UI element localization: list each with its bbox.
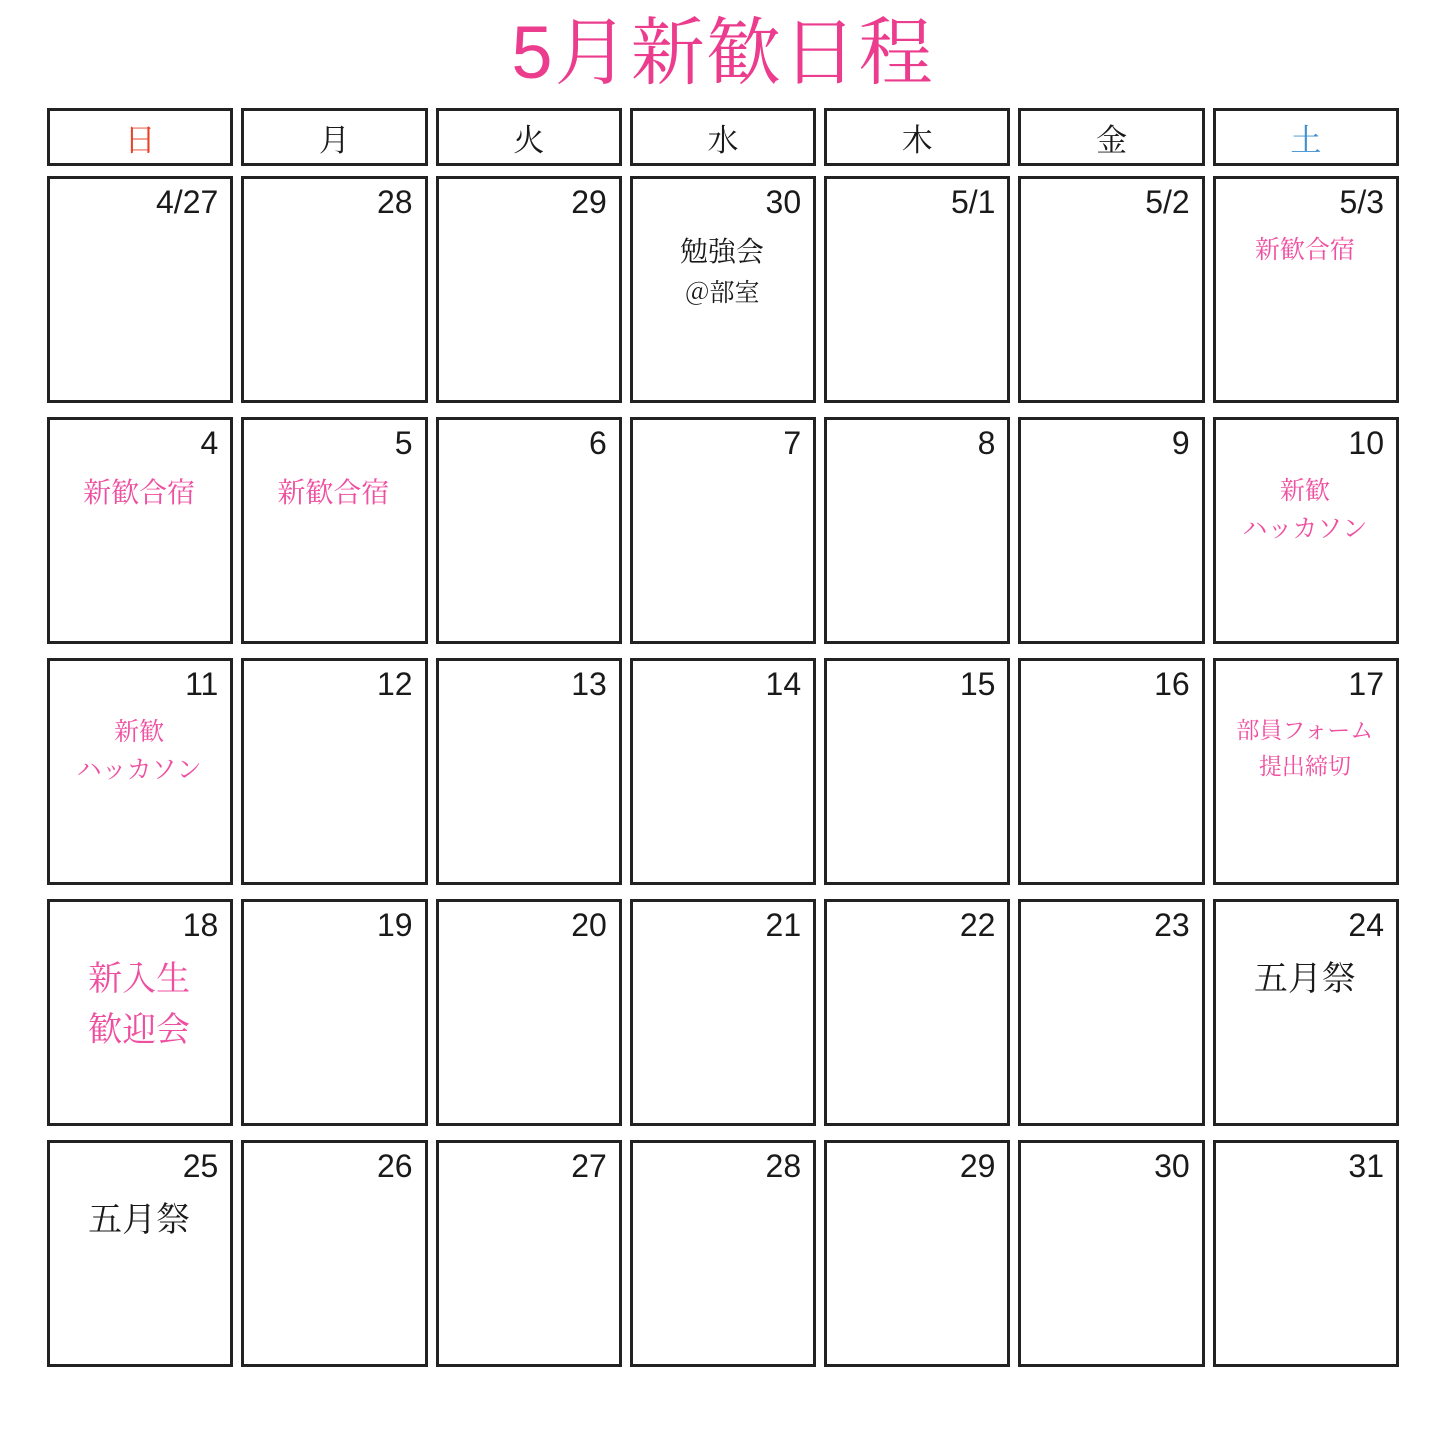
day-events: [837, 461, 995, 633]
day-events: [254, 220, 412, 392]
day-events: [837, 702, 995, 874]
calendar: [47, 108, 1399, 1367]
event-label: 歓迎会: [88, 1011, 191, 1050]
day-events: [643, 220, 801, 392]
day-number: 15: [959, 666, 996, 702]
day-events: [60, 461, 218, 633]
day-events: [449, 943, 607, 1115]
day-cell[interactable]: [824, 1140, 1010, 1367]
day-cell[interactable]: [436, 1140, 622, 1367]
day-events: [1226, 220, 1384, 392]
day-events: [1226, 702, 1384, 874]
day-number: 28: [376, 184, 413, 220]
event-label: 新歓: [1279, 477, 1330, 506]
day-number: 23: [1154, 907, 1190, 943]
day-cell[interactable]: [47, 176, 233, 403]
weekday-header-6: 土: [1213, 108, 1399, 166]
day-number: 29: [959, 1148, 996, 1184]
day-cell[interactable]: [47, 417, 233, 644]
day-events: [60, 1184, 218, 1356]
day-number: 9: [1171, 425, 1190, 461]
weekday-header-row: [47, 108, 1399, 166]
day-events: [1031, 220, 1189, 392]
calendar-grid: [47, 176, 1399, 1367]
weekday-header-5: 金: [1018, 108, 1204, 166]
day-cell[interactable]: [630, 417, 816, 644]
weekday-header-4: 木: [824, 108, 1010, 166]
day-events: [1031, 943, 1189, 1115]
day-cell[interactable]: [630, 658, 816, 885]
day-events: [254, 1184, 412, 1356]
day-number: 7: [783, 425, 802, 461]
day-events: [643, 943, 801, 1115]
day-number: 13: [571, 666, 607, 702]
day-number: 10: [1348, 425, 1384, 461]
day-events: [60, 943, 218, 1115]
event-label: 新歓合宿: [83, 477, 196, 509]
day-cell[interactable]: [1213, 417, 1399, 644]
day-number: 22: [959, 907, 996, 943]
event-label: 提出締切: [1258, 752, 1351, 779]
event-label: 五月祭: [88, 1201, 191, 1240]
day-cell[interactable]: [824, 417, 1010, 644]
day-events: [1031, 702, 1189, 874]
day-cell[interactable]: [1018, 176, 1204, 403]
day-cell[interactable]: [241, 176, 427, 403]
day-number: 16: [1154, 666, 1190, 702]
day-cell[interactable]: [1018, 417, 1204, 644]
day-cell[interactable]: [824, 899, 1010, 1126]
day-events: [1031, 461, 1189, 633]
day-events: [60, 220, 218, 392]
day-number: 30: [1154, 1148, 1190, 1184]
day-number: 20: [571, 907, 607, 943]
day-cell[interactable]: [241, 1140, 427, 1367]
day-number: 27: [571, 1148, 607, 1184]
day-number: 8: [977, 425, 996, 461]
weekday-header-1: 月: [241, 108, 427, 166]
event-label: ハッカソン: [76, 756, 202, 785]
day-number: 4: [200, 425, 219, 461]
day-cell[interactable]: [241, 658, 427, 885]
day-events: [643, 1184, 801, 1356]
day-events: [837, 220, 995, 392]
day-events: [254, 461, 412, 633]
day-events: [1226, 461, 1384, 633]
day-number: 21: [765, 907, 802, 943]
day-number: 11: [185, 666, 219, 702]
day-cell[interactable]: [47, 1140, 233, 1367]
day-cell[interactable]: [436, 899, 622, 1126]
day-number: 14: [765, 666, 802, 702]
day-cell[interactable]: [1213, 1140, 1399, 1367]
weekday-header-0: 日: [47, 108, 233, 166]
weekday-header-3: 水: [630, 108, 816, 166]
day-number: 28: [765, 1148, 802, 1184]
day-cell[interactable]: [436, 417, 622, 644]
event-label: 新入生: [88, 960, 191, 999]
day-events: [1226, 1184, 1384, 1356]
day-cell[interactable]: [630, 1140, 816, 1367]
day-number: 26: [376, 1148, 413, 1184]
day-cell[interactable]: [1213, 176, 1399, 403]
event-label: 勉強会: [679, 236, 764, 268]
day-events: [449, 702, 607, 874]
day-number: 29: [571, 184, 607, 220]
day-cell[interactable]: [824, 176, 1010, 403]
day-number: 18: [182, 907, 219, 943]
day-number: 12: [376, 666, 413, 702]
day-events: [643, 461, 801, 633]
day-number: 6: [589, 425, 607, 461]
day-cell[interactable]: [1018, 658, 1204, 885]
day-number: 5/1: [950, 184, 996, 220]
day-number: 19: [376, 907, 413, 943]
page-title: 5月新歓日程: [511, 11, 935, 94]
day-number: 4/27: [156, 184, 219, 220]
day-cell[interactable]: [630, 899, 816, 1126]
day-cell[interactable]: [47, 658, 233, 885]
day-events: [449, 461, 607, 633]
day-number: 17: [1348, 666, 1384, 702]
day-cell[interactable]: [1213, 899, 1399, 1126]
event-label: 五月祭: [1253, 960, 1356, 999]
day-number: 31: [1348, 1148, 1384, 1184]
day-events: [1226, 943, 1384, 1115]
day-events: [1031, 1184, 1189, 1356]
day-events: [254, 702, 412, 874]
event-label: ＠部室: [684, 278, 760, 307]
day-events: [254, 943, 412, 1115]
day-events: [449, 1184, 607, 1356]
day-cell[interactable]: [241, 899, 427, 1126]
day-cell[interactable]: [241, 417, 427, 644]
day-number: 30: [765, 184, 802, 220]
day-events: [837, 1184, 995, 1356]
day-number: 5/2: [1145, 184, 1190, 220]
day-events: [643, 702, 801, 874]
day-cell[interactable]: [630, 176, 816, 403]
day-events: [837, 943, 995, 1115]
day-number: 5/3: [1339, 184, 1384, 220]
day-cell[interactable]: [47, 899, 233, 1126]
event-label: 新歓合宿: [277, 477, 390, 509]
event-label: ハッカソン: [1242, 515, 1368, 544]
event-label: 部員フォーム: [1236, 717, 1374, 744]
day-cell[interactable]: [436, 176, 622, 403]
day-cell[interactable]: [824, 658, 1010, 885]
day-cell[interactable]: [1213, 658, 1399, 885]
day-number: 5: [394, 425, 413, 461]
day-number: 24: [1348, 907, 1384, 943]
weekday-header-2: 火: [436, 108, 622, 166]
event-label: 新歓合宿: [1254, 236, 1355, 265]
day-number: 25: [182, 1148, 219, 1184]
day-events: [449, 220, 607, 392]
day-cell[interactable]: [1018, 899, 1204, 1126]
day-cell[interactable]: [1018, 1140, 1204, 1367]
day-cell[interactable]: [436, 658, 622, 885]
event-label: 新歓: [114, 718, 165, 747]
day-events: [60, 702, 218, 874]
